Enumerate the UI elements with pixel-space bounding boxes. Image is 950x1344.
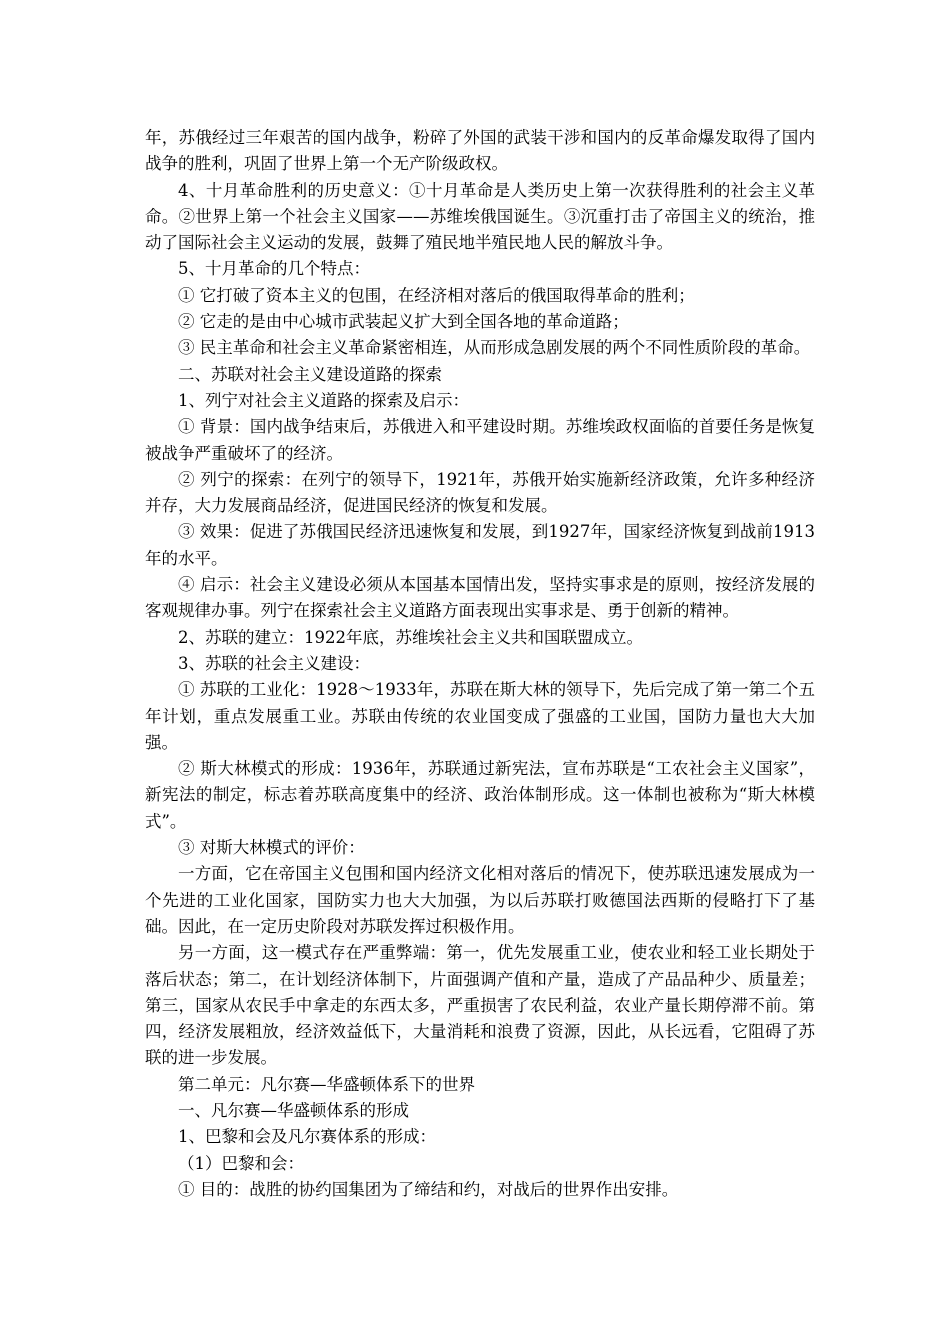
paragraph-5: ② 它走的是由中心城市武装起义扩大到全国各地的革命道路； (178, 312, 629, 332)
paragraph-6: ③ 民主革命和社会主义革命紧密相连，从而形成急剧发展的两个不同性质阶段的革命。 (178, 338, 811, 358)
paragraph-2: 4、十月革命胜利的历史意义：①十月革命是人类历史上第一次获得胜利的社会主义革命。②世界上第一个社会主义国家——苏维埃俄国诞生。③沉重打击了帝国主义的统治，推动了国际社会主义运动的发展，鼓舞了殖民地半殖民地人民的解放斗争。 (145, 180, 815, 253)
section-heading-unit2: 一、凡尔赛—华盛顿体系的形成 (178, 1100, 409, 1120)
paragraph-1: 年，苏俄经过三年艰苦的国内战争，粉碎了外国的武装干涉和国内的反革命爆发取得了国内战争的胜利，巩固了世界上第一个无产阶级政权。 (145, 128, 815, 174)
paragraph-8: 1、列宁对社会主义道路的探索及启示： (178, 390, 469, 410)
document-body (145, 125, 815, 1203)
paragraph-22: 1、巴黎和会及凡尔赛体系的形成： (178, 1127, 436, 1147)
paragraph-9: ① 背景：国内战争结束后，苏俄进入和平建设时期。苏维埃政权面临的首要任务是恢复被战争严重破坏了的经济。 (145, 417, 815, 463)
paragraph-15: ① 苏联的工业化：1928～1933年，苏联在斯大林的领导下，先后完成了第一第二个五年计划，重点发展重工业。苏联由传统的农业国变成了强盛的工业国，国防力量也大大加强。 (145, 680, 815, 752)
paragraph-23: （1）巴黎和会： (178, 1153, 304, 1173)
unit-heading: 第二单元：凡尔赛—华盛顿体系下的世界 (178, 1074, 475, 1094)
paragraph-24: ① 目的：战胜的协约国集团为了缔结和约，对战后的世界作出安排。 (178, 1179, 679, 1199)
paragraph-18: 一方面，它在帝国主义包围和国内经济文化相对落后的情况下，使苏联迅速发展成为一个先进的工业化国家，国防实力也大大加强，为以后苏联打败德国法西斯的侵略打下了基础。因此，在一定历史阶段对苏联发挥过积极作用。 (145, 864, 815, 936)
paragraph-13: 2、苏联的建立：1922年底，苏维埃社会主义共和国联盟成立。 (178, 627, 643, 647)
section-heading-2: 二、苏联对社会主义建设道路的探索 (178, 364, 442, 384)
paragraph-10: ② 列宁的探索：在列宁的领导下，1921年，苏俄开始实施新经济政策，允许多种经济并存，大力发展商品经济，促进国民经济的恢复和发展。 (145, 469, 815, 516)
paragraph-14: 3、苏联的社会主义建设： (178, 653, 370, 673)
paragraph-19: 另一方面，这一模式存在严重弊端：第一，优先发展重工业，使农业和轻工业长期处于落后状态；第二，在计划经济体制下，片面强调产值和产量，造成了产品品种少、质量差；第三，国家从农民手中拿走的东西太多，严重损害了农民利益，农业产量长期停滞不前。第四，经济发展粗放，经济效益低下，大量消耗和浪费了资源，因此，从长远看，它阻碍了苏联的进一步发展。 (145, 943, 815, 1068)
paragraph-4: ① 它打破了资本主义的包围，在经济相对落后的俄国取得革命的胜利； (178, 285, 695, 305)
paragraph-3: 5、十月革命的几个特点： (178, 259, 370, 279)
paragraph-12: ④ 启示：社会主义建设必须从本国基本国情出发，坚持实事求是的原则，按经济发展的客观规律办事。列宁在探索社会主义道路方面表现出实事求是、勇于创新的精神。 (145, 575, 815, 621)
paragraph-11: ③ 效果：促进了苏俄国民经济迅速恢复和发展，到1927年，国家经济恢复到战前1913年的水平。 (145, 522, 815, 568)
paragraph-17: ③ 对斯大林模式的评价： (178, 838, 365, 858)
paragraph-16: ② 斯大林模式的形成：1936年，苏联通过新宪法，宣布苏联是“工农社会主义国家”，新宪法的制定，标志着苏联高度集中的经济、政治体制形成。这一体制也被称为“斯大林模式”。 (145, 759, 815, 831)
